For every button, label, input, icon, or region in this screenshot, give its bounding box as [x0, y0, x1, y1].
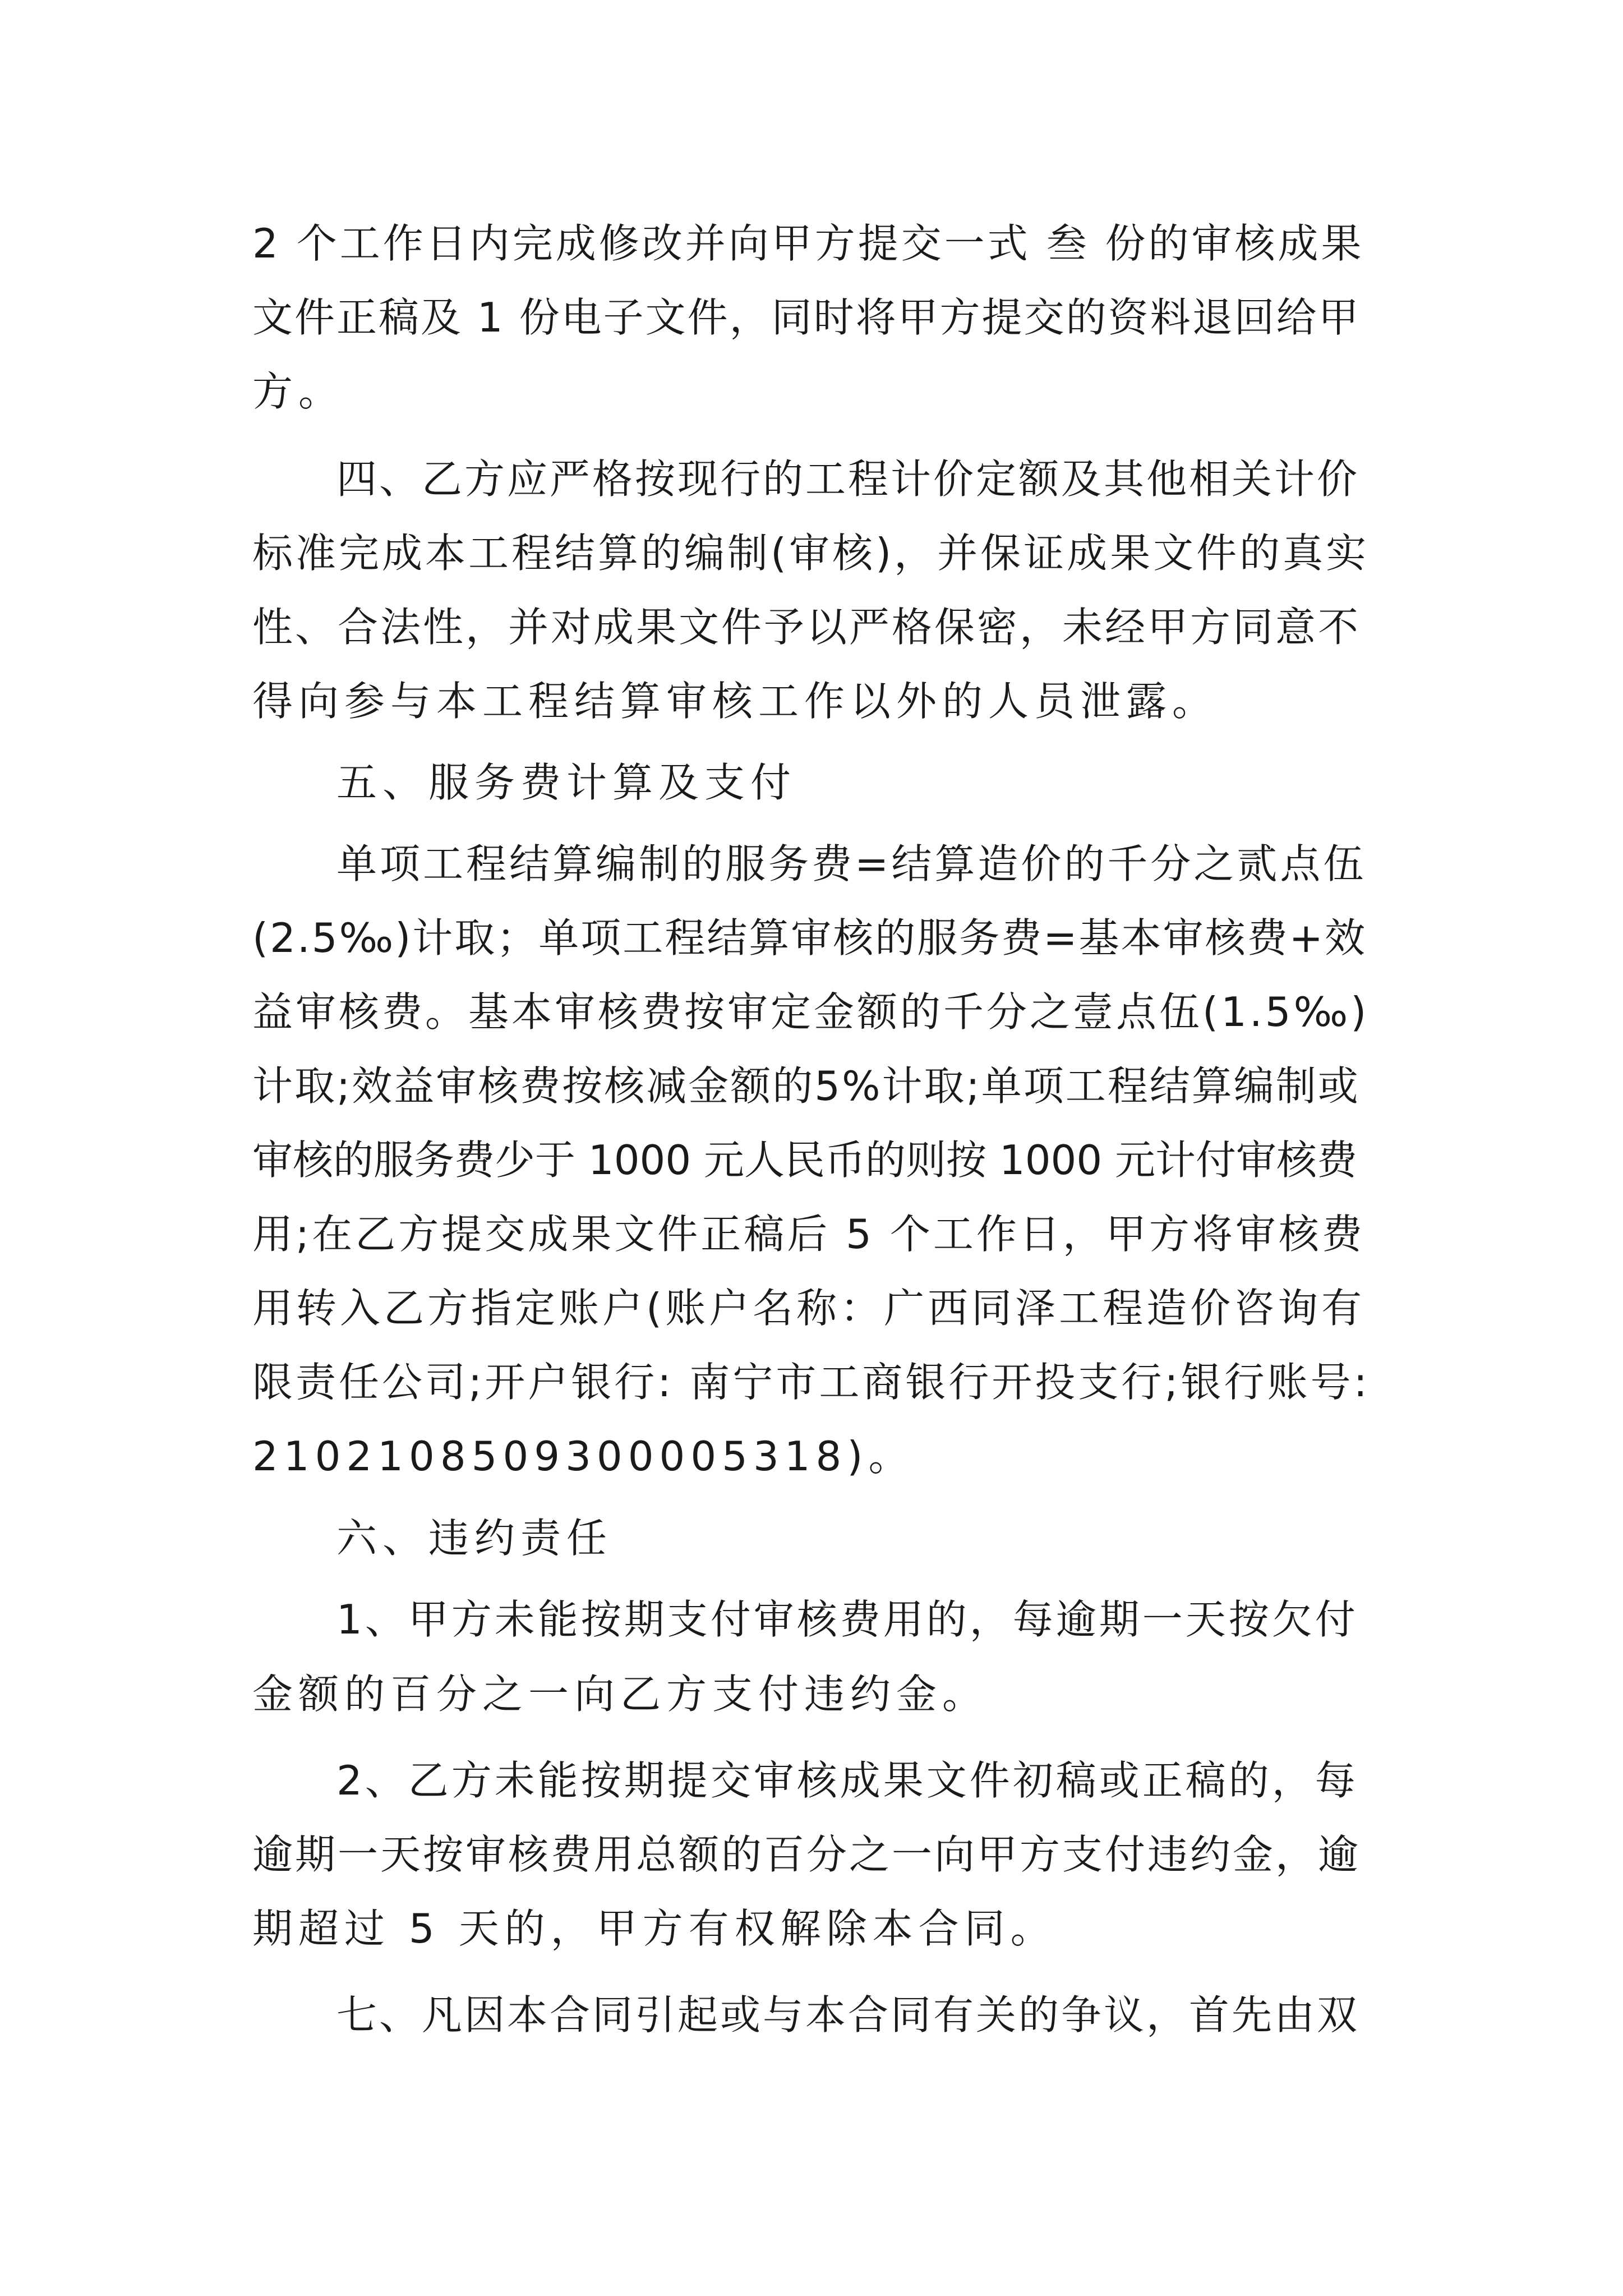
- text-line: 标准完成本工程结算的编制(审核)，并保证成果文件的真实: [252, 530, 1370, 577]
- text-line: 七、凡因本合同引起或与本合同有关的争议，首先由双: [336, 1991, 1360, 2039]
- text-line: 文件正稿及 1 份电子文件，同时将甲方提交的资料退回给甲: [252, 294, 1361, 341]
- text-line: 1、甲方未能按期支付审核费用的，每逾期一天按欠付: [336, 1596, 1358, 1643]
- text-line: 四、乙方应严格按现行的工程计价定额及其他相关计价: [336, 455, 1360, 503]
- text-line: 2102108509300005318)。: [252, 1433, 915, 1480]
- text-line: 限责任公司;开户银行: 南宁市工商银行开投支行;银行账号:: [252, 1359, 1370, 1406]
- text-line: 单项工程结算编制的服务费=结算造价的千分之贰点伍: [336, 840, 1367, 887]
- text-line: 逾期一天按审核费用总额的百分之一向甲方支付违约金，逾: [252, 1831, 1361, 1878]
- text-line: 期超过 5 天的，甲方有权解除本合同。: [252, 1905, 1057, 1952]
- text-line: 审核的服务费少于 1000 元人民币的则按 1000 元计付审核费: [252, 1137, 1358, 1184]
- text-line: 得向参与本工程结算审核工作以外的人员泄露。: [252, 678, 1219, 725]
- text-line: 益审核费。基本审核费按审定金额的千分之壹点伍(1.5‰): [252, 988, 1370, 1036]
- text-line: 性、合法性，并对成果文件予以严格保密，未经甲方同意不: [252, 604, 1361, 651]
- text-line: 用;在乙方提交成果文件正稿后 5 个工作日，甲方将审核费: [252, 1211, 1365, 1258]
- text-line: 2 个工作日内完成修改并向甲方提交一式 叁 份的审核成果: [252, 220, 1364, 267]
- text-line: (2.5‰)计取；单项工程结算审核的服务费=基本审核费+效: [252, 914, 1367, 961]
- section-heading: 六、违约责任: [336, 1515, 613, 1562]
- text-line: 方。: [252, 368, 345, 415]
- section-heading: 五、服务费计算及支付: [336, 759, 797, 806]
- text-line: 用转入乙方指定账户(账户名称：广西同泽工程造价咨询有: [252, 1285, 1366, 1332]
- text-line: 金额的百分之一向乙方支付违约金。: [252, 1671, 989, 1718]
- text-line: 计取;效益审核费按核减金额的5%计取;单项工程结算编制或: [252, 1062, 1360, 1110]
- text-line: 2、乙方未能按期提交审核成果文件初稿或正稿的，每: [336, 1757, 1358, 1804]
